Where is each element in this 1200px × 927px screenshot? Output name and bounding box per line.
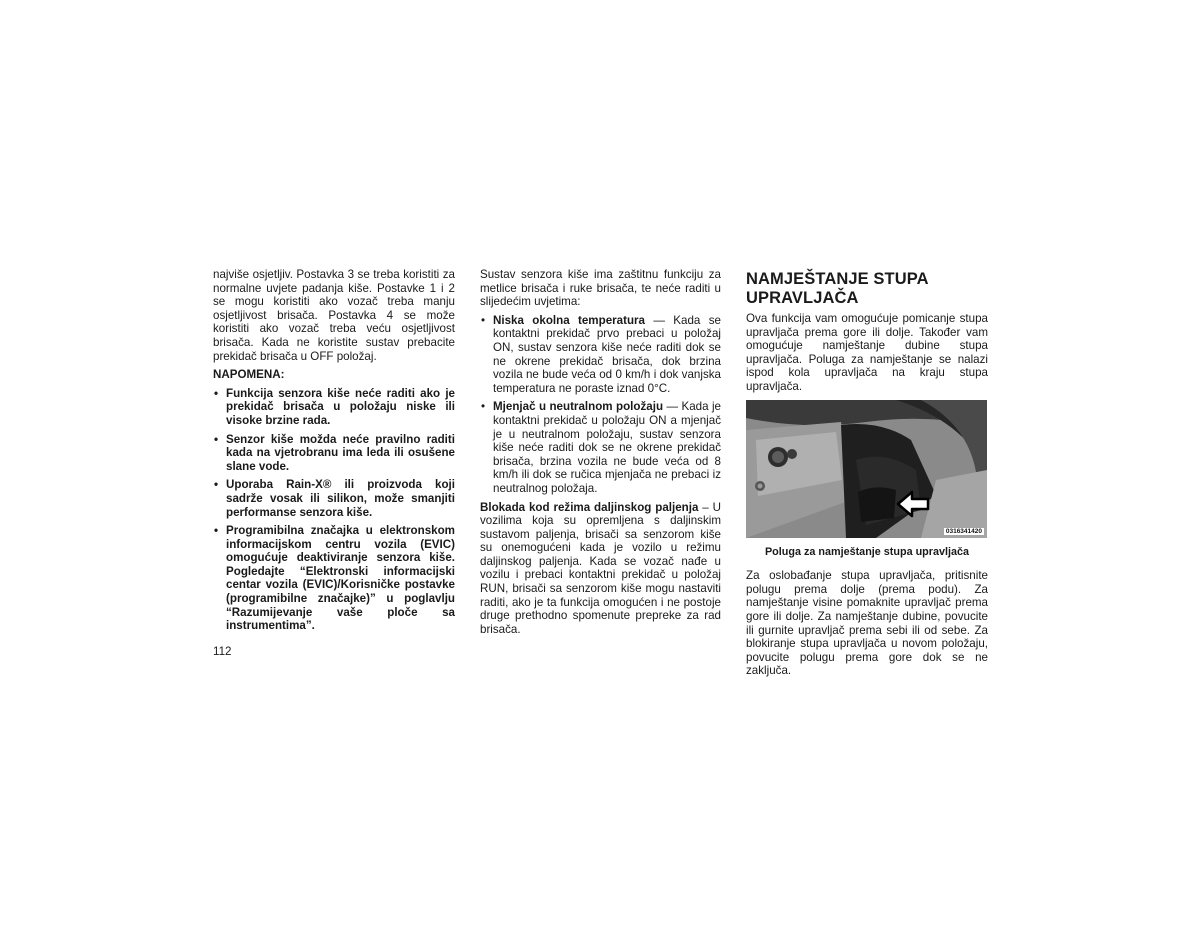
note-item: • Uporaba Rain-X® ili proizvoda koji sadrže vosak ili silikon, može smanjiti performanse senzora kiše. bbox=[213, 478, 455, 519]
wiper-sensitivity-paragraph: najviše osjetljiv. Postavka 3 se treba koristiti za normalne uvjete padanja kiše. Postavke 1 i 2 se mogu koristiti ako vozač treba manju osjetljivost brisača. Postavka 4 se može koristiti ako vozač treba veću osjetljivost brisača. Kada ne koristite sustav prebacite prekidač brisača u OFF položaj. bbox=[213, 268, 455, 363]
note-item: • Senzor kiše možda neće pravilno raditi kada na vjetrobranu ima leda ili osušene slane vode. bbox=[213, 433, 455, 474]
text-column-left bbox=[213, 268, 455, 638]
condition-term: Mjenjač u neutralnom položaju bbox=[493, 400, 664, 414]
condition-item bbox=[480, 400, 721, 495]
note-heading: NAPOMENA: bbox=[213, 368, 285, 382]
condition-text: — Kada je kontaktni prekidač u položaju ON a mjenjač je u neutralnom položaju, sustav senzora kiše neće raditi dok se ne okrene prekidač brisača, brzina vozila ne bude veća od 8 km/h ili dok se ručica mjenjača ne prebaci iz neutralnog položaja. bbox=[493, 400, 721, 495]
text-column-right bbox=[746, 268, 988, 683]
page-number: 112 bbox=[213, 645, 232, 658]
condition-term: Niska okolna temperatura bbox=[493, 313, 646, 327]
steering-column-intro: Ova funkcija vam omogućuje pomicanje stupa upravljača prema gore ili dolje. Također vam omogućuje namještanje dubine stupa upravljača. Poluga za namještanje se nalazi ispod kola upravljača na kraju stupa upravljača. bbox=[746, 312, 988, 393]
text-column-middle bbox=[480, 268, 721, 641]
condition-list bbox=[480, 314, 721, 496]
remote-start-text: – U vozilima koja su opremljena s daljinskim sustavom paljenja, brisači sa senzorom kiše su onemogućeni kada je vozilo u režimu daljinskog paljenja. Kada se vozač nađe u vozilu i prebaci kontaktni prekidač u položaj RUN, brisači sa senzorom kiše mogu nastaviti raditi, ako je ta funkcija omogućen i ne postoje druge prethodno spomenute prepreke za rad brisača. bbox=[480, 500, 721, 636]
photo-caption: Poluga za namještanje stupa upravljača bbox=[764, 545, 969, 558]
condition-item bbox=[480, 314, 721, 396]
note-item: • Programibilna značajka u elektronskom informacijskom centru vozila (EVIC) omogućuje deaktiviranje senzora kiše. Pogledajte “Elektronski informacijski centar vozila (EVIC)/Korisničke postavke (programibilne značajke)” u poglavlju “Razumijevanje vaše ploče sa instrumentima”. bbox=[213, 524, 455, 633]
steering-column-instructions: Za oslobađanje stupa upravljača, pritisnite polugu prema dolje (prema podu). Za namještanje visine pomaknite upravljač prema gore ili dolje. Za namještanje dubine, povucite ili gurnite upravljač prema sebi ili od sebe. Za blokiranje stupa upravljača u novom položaju, povucite polugu prema gore dok se ne zaključa. bbox=[746, 569, 988, 678]
note-item: • Funkcija senzora kiše neće raditi ako je prekidač brisača u položaju niske ili visoke brzine rada. bbox=[213, 387, 455, 428]
remote-start-term: Blokada kod režima daljinskog paljenja bbox=[480, 500, 699, 514]
protection-intro-paragraph: Sustav senzora kiše ima zaštitnu funkciju za metlice brisača i ruke brisača, te neće raditi u slijedećim uvjetima: bbox=[480, 268, 721, 309]
section-heading: NAMJEŠTANJE STUPA UPRAVLJAČA bbox=[746, 270, 928, 307]
steering-column-photo bbox=[746, 400, 987, 538]
photo-reference-code: 0316341420 bbox=[945, 527, 982, 535]
remote-start-paragraph bbox=[480, 501, 721, 637]
note-list bbox=[213, 387, 455, 633]
steering-column-illustration bbox=[746, 400, 987, 538]
condition-text: — Kada se kontaktni prekidač prvo prebaci u položaj ON, sustav senzora kiše neće raditi dok se ne okrene prekidač brisača, dok brzina vozila ne bude veća od 0 km/h i dok vanjska temperatura ne poraste iznad 0°C. bbox=[493, 313, 721, 395]
